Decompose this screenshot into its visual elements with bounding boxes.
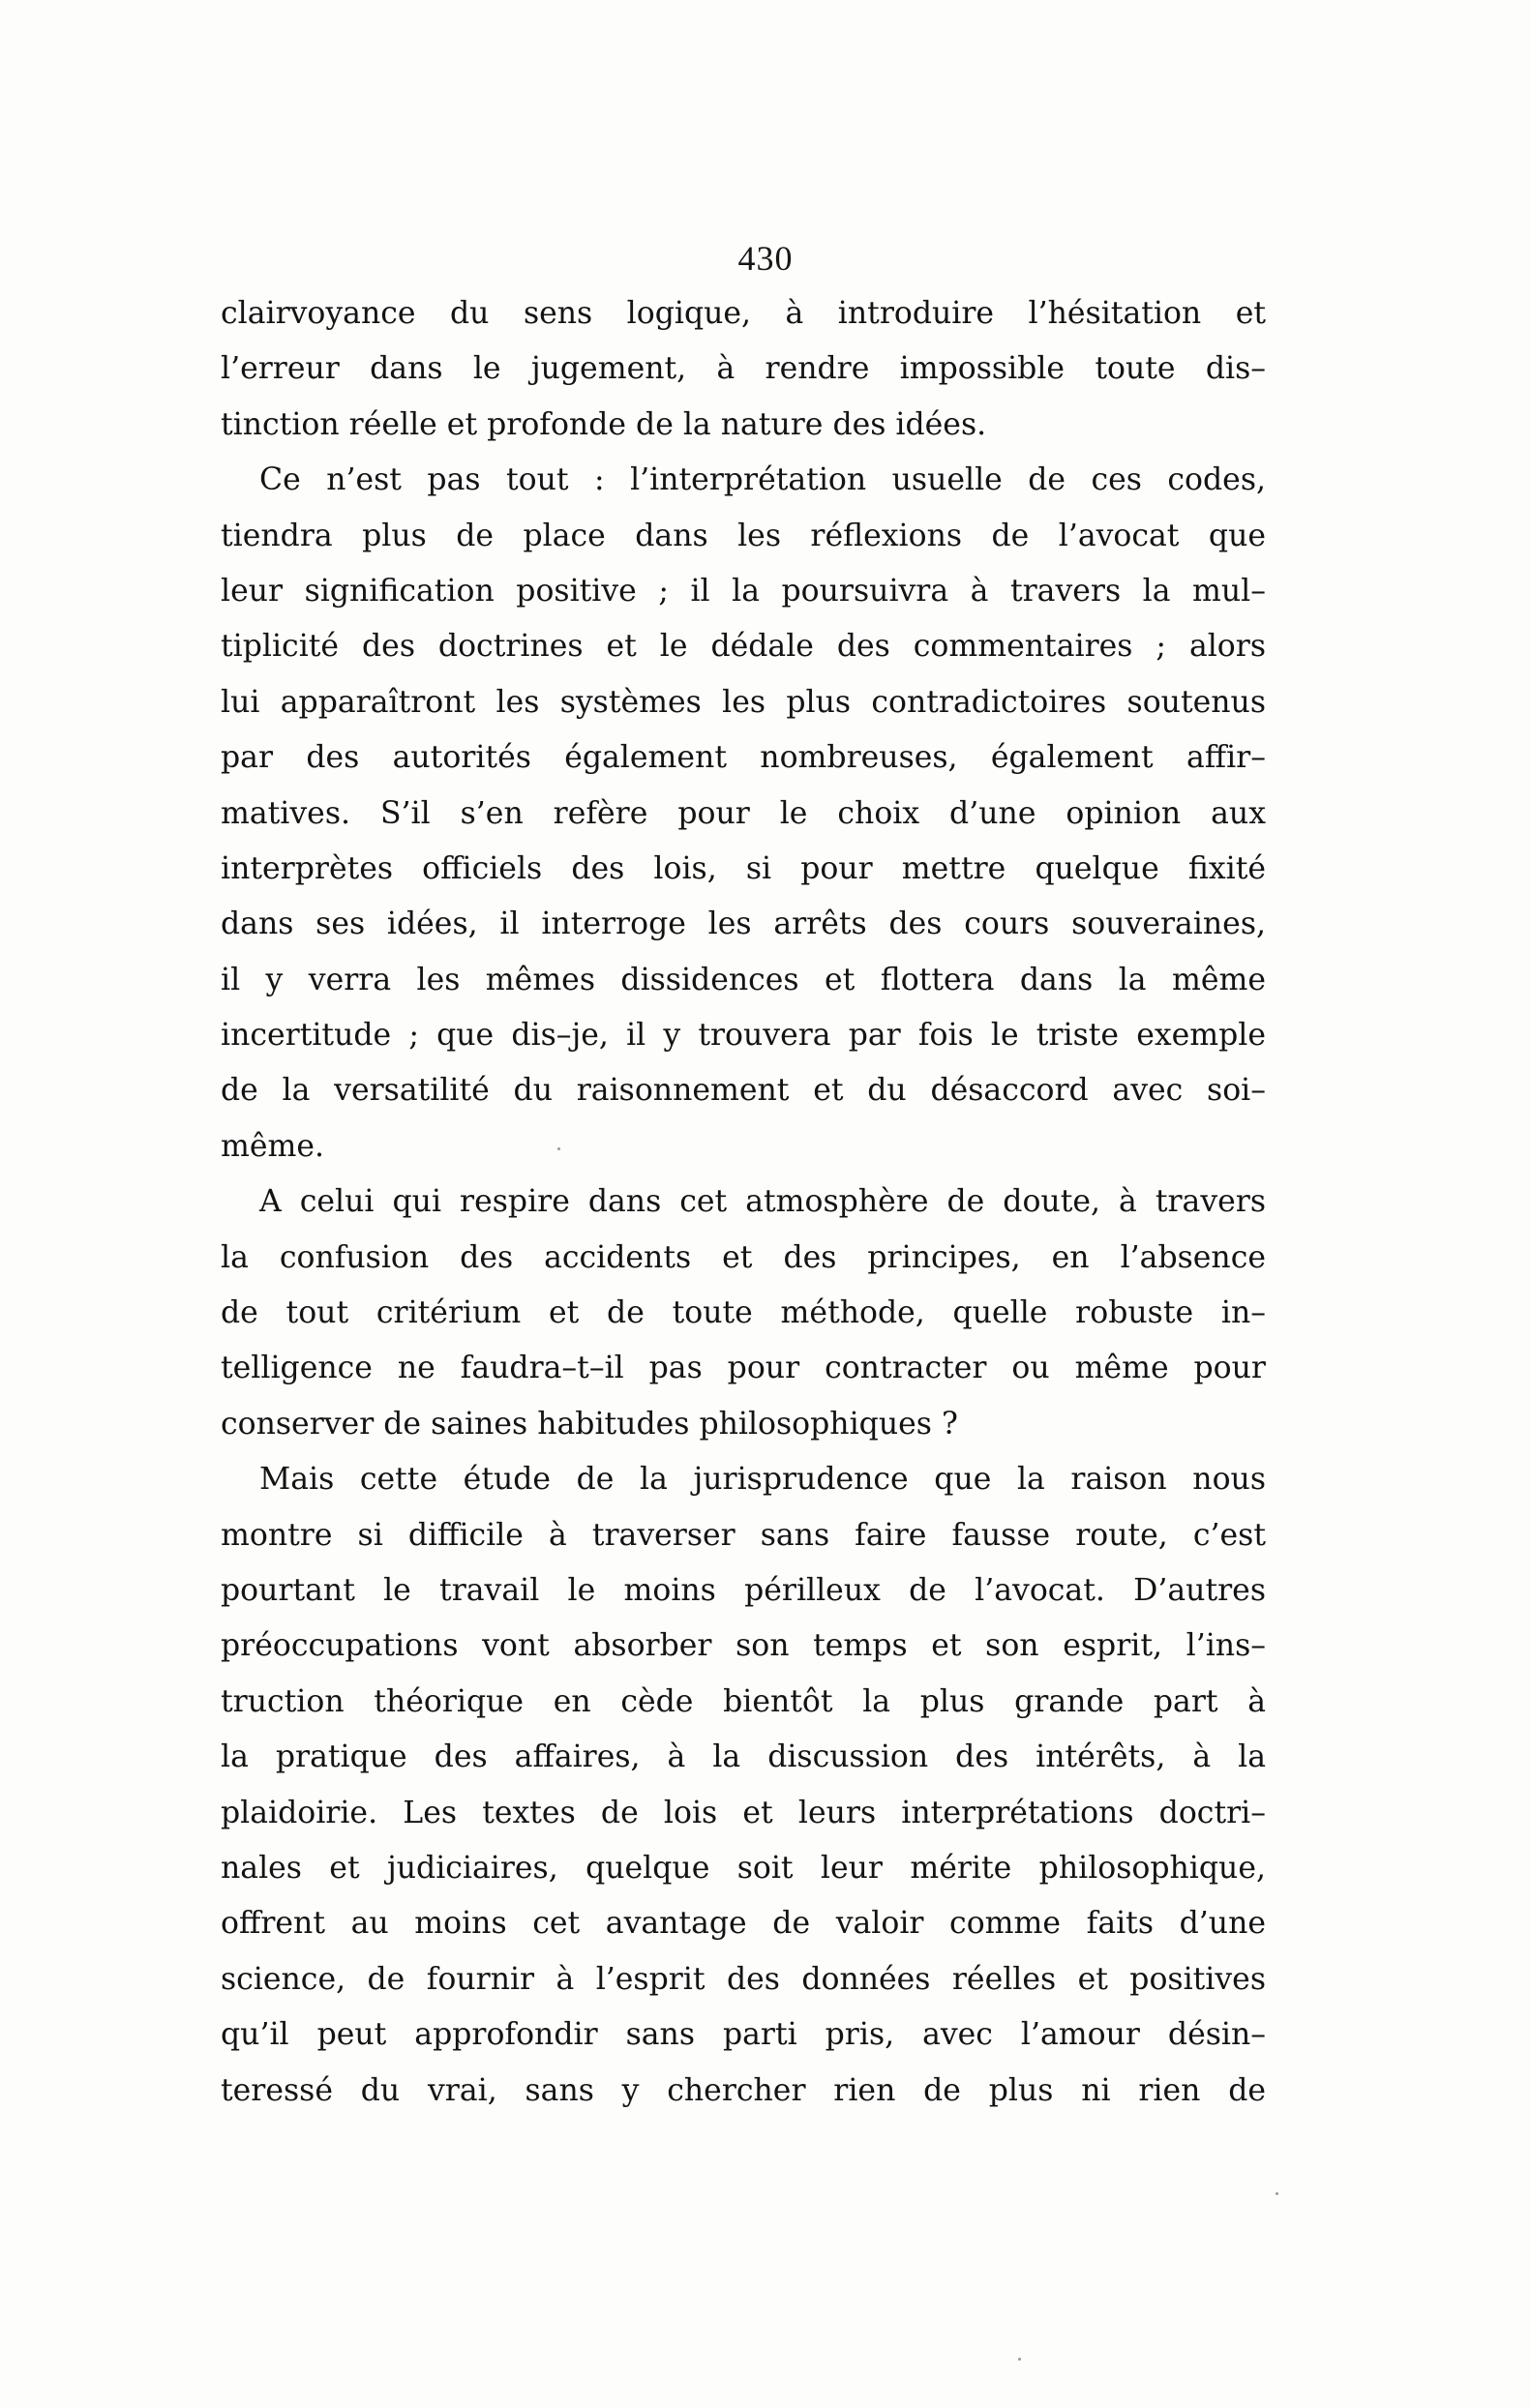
text-line: leur signification positive ; il la poursuivra à travers la mul– [221,573,1266,609]
text-line: offrent au moins cet avantage de valoir comme faits d’une [221,1906,1266,1942]
text-line: l’erreur dans le jugement, à rendre impossible toute dis– [221,351,1266,387]
text-line: qu’il peut approfondir sans parti pris, avec l’amour désin– [221,2017,1266,2053]
text-line: interprètes officiels des lois, si pour mettre quelque fixité [221,850,1266,886]
text-line: Mais cette étude de la jurisprudence que la raison nous [259,1462,1266,1498]
text-line: Ce n’est pas tout : l’interprétation usuelle de ces codes, [259,462,1266,498]
text-line: de tout critérium et de toute méthode, quelle robuste in– [221,1295,1266,1331]
text-line: plaidoirie. Les textes de lois et leurs interprétations doctri– [221,1795,1266,1830]
text-line: tiendra plus de place dans les réflexions de l’avocat que [221,518,1266,553]
text-line: même. [221,1128,325,1164]
text-line: nales et judiciaires, quelque soit leur mérite philosophique, [221,1850,1266,1886]
text-line: de la versatilité du raisonnement et du désaccord avec soi– [221,1073,1266,1109]
text-line: conserver de saines habitudes philosophiques ? [221,1406,958,1442]
text-line: la pratique des affaires, à la discussion des intérêts, à la [221,1739,1266,1775]
scan-speck [1018,2358,1021,2361]
text-line: lui apparaîtront les systèmes les plus contradictoires soutenus [221,684,1266,720]
text-line: pourtant le travail le moins périlleux de l’avocat. D’autres [221,1572,1266,1608]
text-line: montre si difficile à traverser sans faire fausse route, c’est [221,1517,1266,1553]
text-line: science, de fournir à l’esprit des données réelles et positives [221,1961,1266,1997]
text-line: matives. S’il s’en refère pour le choix d’une opinion aux [221,795,1266,831]
text-line: dans ses idées, il interroge les arrêts des cours souveraines, [221,907,1266,942]
text-line: la confusion des accidents et des principes, en l’absence [221,1239,1266,1275]
text-line: telligence ne faudra–t–il pas pour contracter ou même pour [221,1351,1266,1386]
text-line: A celui qui respire dans cet atmosphère de doute, à travers [259,1184,1266,1220]
text-line: préoccupations vont absorber son temps et son esprit, l’ins– [221,1628,1266,1664]
scan-speck [1276,2192,1278,2195]
page-number: 430 [737,239,794,278]
text-line: truction théorique en cède bientôt la plus grande part à [221,1683,1266,1719]
text-line: teressé du vrai, sans y chercher rien de plus ni rien de [221,2072,1266,2108]
text-line: il y verra les mêmes dissidences et flottera dans la même [221,962,1266,997]
text-line: incertitude ; que dis–je, il y trouvera par fois le triste exemple [221,1018,1266,1054]
body-text [221,286,1266,2119]
text-line: tinction réelle et profonde de la nature des idées. [221,406,987,442]
scan-speck [557,1147,560,1150]
text-line: tiplicité des doctrines et le dédale des commentaires ; alors [221,629,1266,665]
text-line: par des autorités également nombreuses, également affir– [221,740,1266,776]
text-line: clairvoyance du sens logique, à introduire l’hésitation et [221,296,1266,331]
